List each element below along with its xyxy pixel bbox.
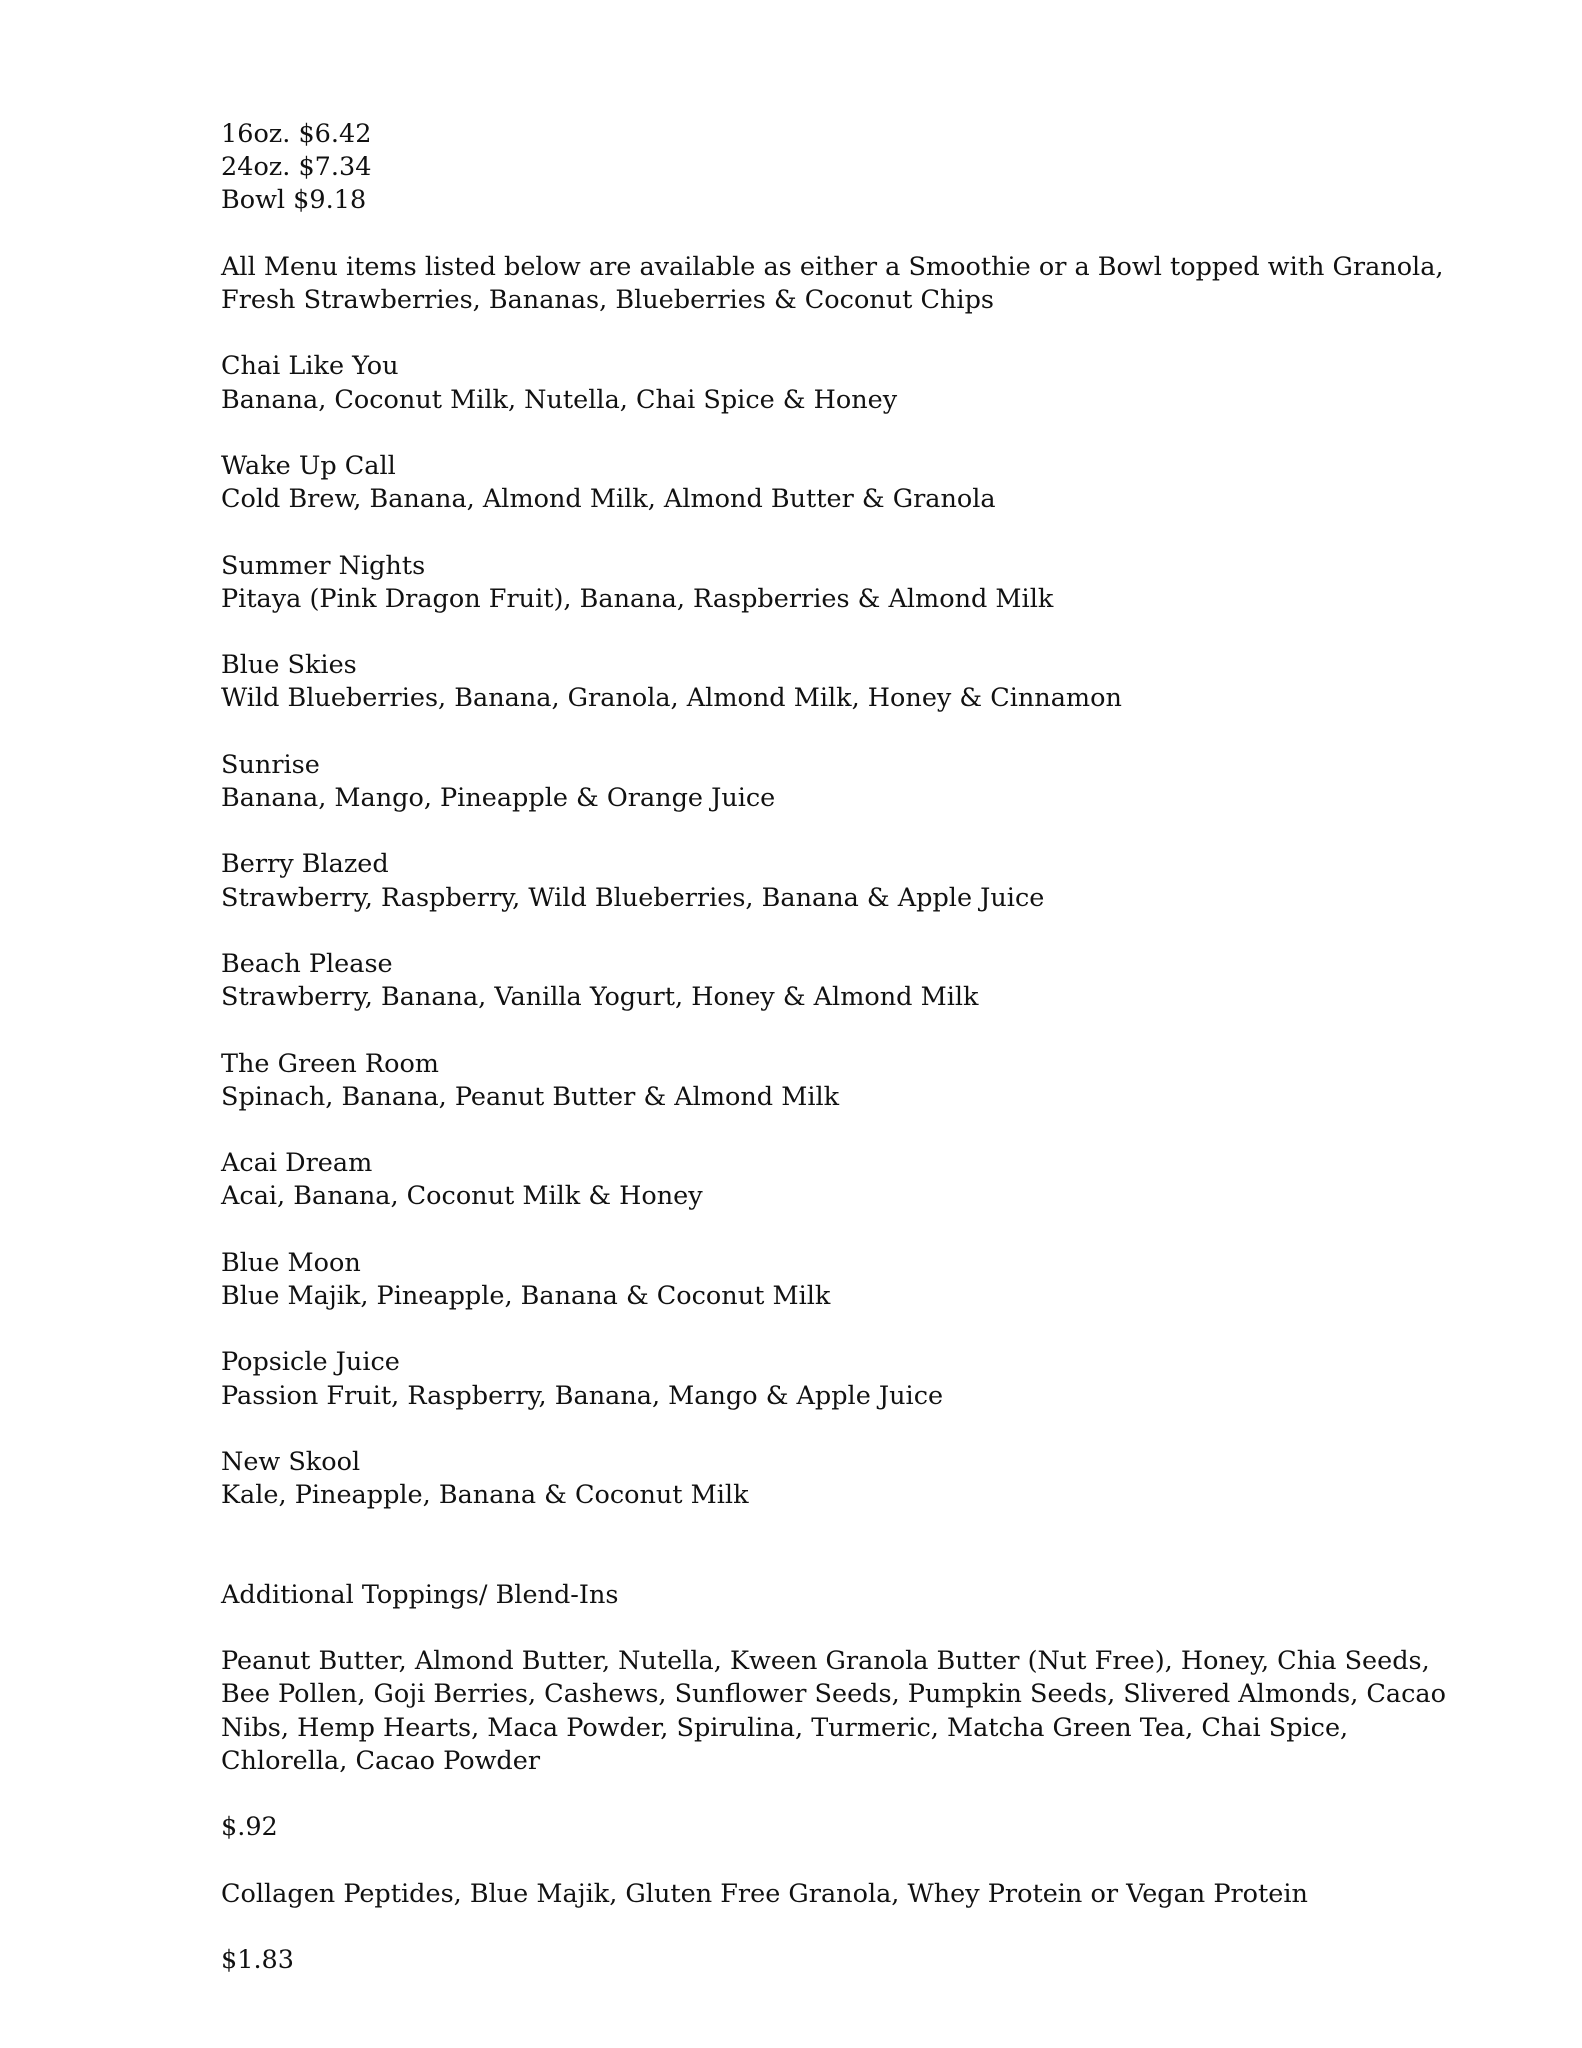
menu-item-name: Beach Please [221, 948, 393, 979]
menu-item [221, 1114, 1421, 1214]
menu-item [221, 1413, 1421, 1513]
menu-item-name: Blue Skies [221, 650, 357, 681]
intro-paragraph [221, 251, 1444, 317]
toppings-list-line: Chlorella, Cacao Powder [221, 1745, 541, 1776]
toppings-heading: Additional Toppings/ Blend-Ins [221, 1579, 619, 1610]
menu-item [221, 1313, 1421, 1413]
menu-item-ingredients: Banana, Coconut Milk, Nutella, Chai Spice & Honey [221, 384, 898, 415]
toppings-price: $.92 [221, 1812, 278, 1843]
menu-item [221, 1214, 1421, 1314]
menu-item-name: The Green Room [221, 1048, 439, 1079]
toppings-list-line: Nibs, Hemp Hearts, Maca Powder, Spirulina, Turmeric, Matcha Green Tea, Chai Spice, [221, 1712, 1349, 1743]
menu-item-ingredients: Cold Brew, Banana, Almond Milk, Almond Butter & Granola [221, 484, 996, 515]
toppings-group-basic [221, 1645, 1446, 1844]
price-16oz: 16oz. $6.42 [221, 119, 372, 149]
menu-item-name: Chai Like You [221, 351, 399, 382]
menu-item-ingredients: Kale, Pineapple, Banana & Coconut Milk [221, 1480, 749, 1511]
menu-item-ingredients: Banana, Mango, Pineapple & Orange Juice [221, 782, 776, 813]
menu-item [221, 1014, 1421, 1114]
menu-item [221, 915, 1421, 1015]
menu-item [221, 516, 1421, 616]
menu-item-ingredients: Acai, Banana, Coconut Milk & Honey [221, 1181, 703, 1212]
menu-item [221, 317, 1421, 417]
menu-item-name: Berry Blazed [221, 849, 389, 880]
toppings-list-line: Peanut Butter, Almond Butter, Nutella, Kween Granola Butter (Nut Free), Honey, Chia Seeds, [221, 1646, 1430, 1677]
intro-line-1: All Menu items listed below are available as either a Smoothie or a Bowl topped with Granola, [221, 251, 1444, 282]
menu-item-ingredients: Strawberry, Banana, Vanilla Yogurt, Honey & Almond Milk [221, 982, 979, 1013]
menu-item-ingredients: Spinach, Banana, Peanut Butter & Almond Milk [221, 1081, 840, 1112]
menu-item [221, 417, 1421, 517]
menu-page [221, 118, 1446, 1977]
toppings-group-premium [221, 1878, 1421, 1978]
menu-item-ingredients: Passion Fruit, Raspberry, Banana, Mango & Apple Juice [221, 1380, 944, 1411]
menu-item-ingredients: Blue Majik, Pineapple, Banana & Coconut Milk [221, 1280, 831, 1311]
intro-line-2: Fresh Strawberries, Bananas, Blueberries & Coconut Chips [221, 285, 994, 315]
price-bowl: Bowl $9.18 [221, 185, 367, 216]
menu-item-name: Blue Moon [221, 1247, 361, 1278]
size-prices [221, 118, 1421, 218]
toppings-price: $1.83 [221, 1944, 295, 1975]
menu-item [221, 815, 1421, 915]
menu-item [221, 616, 1421, 716]
toppings-section [221, 1579, 1446, 1977]
menu-item-name: Acai Dream [221, 1148, 373, 1179]
menu-item-ingredients: Strawberry, Raspberry, Wild Blueberries, Banana & Apple Juice [221, 882, 1045, 913]
menu-item [221, 716, 1421, 816]
menu-item-name: Popsicle Juice [221, 1347, 400, 1378]
menu-item-name: Wake Up Call [221, 450, 396, 481]
menu-item-list [221, 317, 1421, 1512]
price-24oz: 24oz. $7.34 [221, 152, 372, 183]
menu-item-name: Summer Nights [221, 550, 426, 581]
menu-item-ingredients: Wild Blueberries, Banana, Granola, Almond Milk, Honey & Cinnamon [221, 683, 1122, 714]
menu-item-ingredients: Pitaya (Pink Dragon Fruit), Banana, Raspberries & Almond Milk [221, 583, 1054, 614]
toppings-list-line: Bee Pollen, Goji Berries, Cashews, Sunflower Seeds, Pumpkin Seeds, Slivered Almonds, Cacao [221, 1679, 1446, 1710]
toppings-list-line: Collagen Peptides, Blue Majik, Gluten Free Granola, Whey Protein or Vegan Protein [221, 1878, 1308, 1909]
menu-item-name: New Skool [221, 1446, 361, 1477]
menu-item-name: Sunrise [221, 749, 320, 780]
